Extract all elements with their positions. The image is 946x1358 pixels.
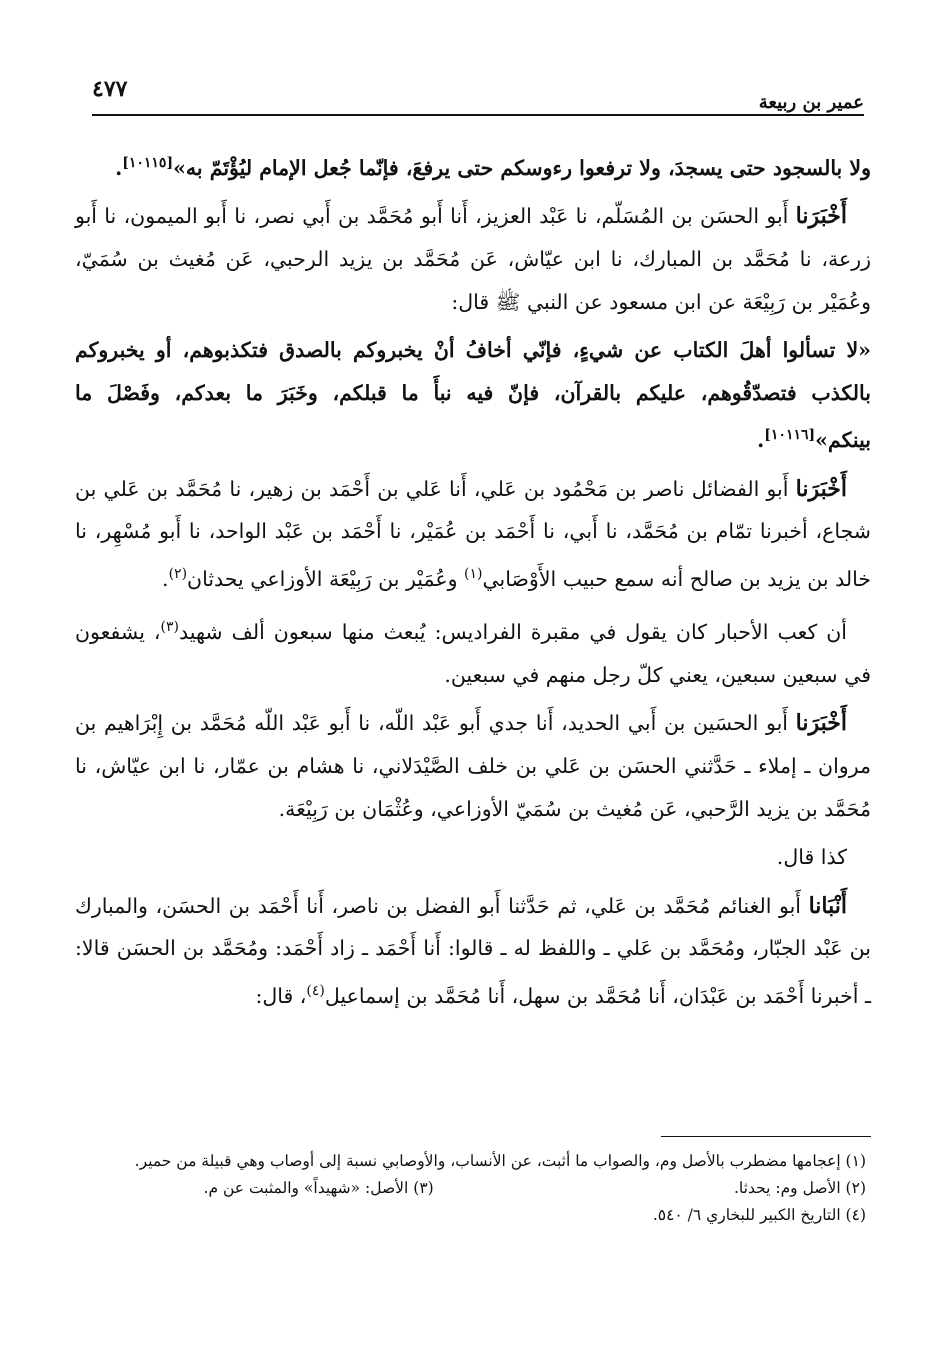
footnote-4: (٤) التاريخ الكبير للبخاري ٦/ ٥٤٠. xyxy=(652,1206,866,1224)
narration-keyword: أَخْبَرَنا xyxy=(795,203,847,230)
footnote-marker-3: (٣) xyxy=(160,619,180,636)
hadith-reference: [١٠١١٥] xyxy=(122,155,174,171)
narration-keyword: أَنْبَانا xyxy=(808,892,847,919)
paragraph-hadith-2: «لا تسألوا أهلَ الكتاب عن شيءٍ، فإنّي أخافُ أنْ يخبروكم بالصدق فتكذبوهم، أو يخبروكم بالكذب فتصدّقُوهم، عليكم بالقرآن، فإنّ فيه نبأَ ما قبلكم، وخَبَرَ ما بعدكم، وفَصْلَ ما بينكم»[١٠١١٦]. xyxy=(75,338,871,453)
footnote-1: (١) إعجامها مضطرب بالأصل وم، والصواب ما أثبت، عن الأنساب، والأوصابي نسبة إلى أوصاب وهي قبيلة من حمير. xyxy=(134,1152,866,1170)
paragraph-remark xyxy=(75,836,871,879)
page-header xyxy=(92,74,864,116)
isnad-text: أَبو الحسَين بن أَبي الحديد، أَنا جدي أَبو عَبْد اللّه، نا أَبو عَبْد اللّه مُحَمَّد بن إِبْرَاهيم بن مروان ـ إملاء ـ حَدَّثني الحسَن بن عَلي بن خلف الصَّيْدَلاني، نا هشام بن عمّار، نا ابن عيّاش، نا مُحَمَّد بن يزيد الرَّحبي، عَن مُغيث بن سُمَيّ الأوزاعي، وعُثْمَان بن رَبِيْعَة. xyxy=(75,711,871,821)
footnote-separator xyxy=(661,1136,871,1137)
isnad-text: أَبو الحسَن بن المُسَلّم، نا عَبْد العزيز، أَنا أَبو مُحَمَّد بن أَبي نصر، نا أَبو الميمون، نا أَبو زرعة، نا مُحَمَّد بن المبارك، نا ابن عيّاش، عَن مُحَمَّد بن يزيد الرحبي، عَن مُغيث بن سُمَيّ، وعُمَيْر بن رَبِيْعَة عن ابن مسعود عن النبي ﷺ قال: xyxy=(75,204,871,314)
narration-keyword: أَخْبَرَنا xyxy=(795,475,847,502)
hadith-text: ولا بالسجود حتى يسجدَ، ولا ترفعوا رءوسكم حتى يرفعَ، فإنّما جُعل الإمام ليُؤْتَمّ به» xyxy=(173,155,871,180)
isnad-text: أَبو الفضائل ناصر بن مَحْمُود بن عَلي، أَنا عَلي بن أَحْمَد بن زهير، نا مُحَمَّد بن عَلي بن شجاع، أخبرنا تمّام بن مُحَمَّد، نا أَبي، نا أَحْمَد بن عُمَيْر، نا أَحْمَد بن عَبْد الواحد، نا أَبو مُسْهِر، نا خالد بن يزيد بن صالح أنه سمع حبيب الأَوْصَابي xyxy=(75,476,871,591)
main-text xyxy=(75,142,871,1023)
footnotes xyxy=(80,1148,866,1229)
footnote-3: (٣) الأصل: «شهيداً» والمثبت عن م. xyxy=(203,1179,434,1197)
hadith-text: «لا تسألوا أهلَ الكتاب عن شيءٍ، فإنّي أخافُ أنْ يخبروكم بالصدق فتكذبوهم، أو يخبروكم بالكذب فتصدّقُوهم، عليكم بالقرآن، فإنّ فيه نبأَ ما قبلكم، وخَبَرَ ما بعدكم، وفَصْلَ ما بينكم» xyxy=(75,338,871,453)
isnad-text-end: ، قال: xyxy=(255,983,307,1008)
isnad-text: أَبو الغنائم مُحَمَّد بن عَلي، ثم حَدَّثنا أَبو الفضل بن ناصر، أَنا أَحْمَد بن الحسَن، والمبارك بن عَبْد الجبّار، ومُحَمَّد بن عَلي ـ واللفظ له ـ قالوا: أَنا أَحْمَد ـ زاد أَحْمَد: ومُحَمَّد بن الحسَن قالا: ـ أخبرنا أَحْمَد بن عَبْدَان، أَنا مُحَمَّد بن سهل، أَنا مُحَمَّد بن إسماعيل xyxy=(75,893,871,1008)
narration-keyword: أَخْبَرَنا xyxy=(795,710,847,737)
isnad-text-end: . xyxy=(162,566,169,591)
paragraph-hadith-1: ولا بالسجود حتى يسجدَ، ولا ترفعوا رءوسكم حتى يرفعَ، فإنّما جُعل الإمام ليُؤْتَمّ به»[١٠١١٥]. xyxy=(115,155,871,180)
paragraph-isnad-1 xyxy=(75,195,871,323)
report-text-cont: ، يشفعون في سبعين سبعين، يعني كلّ رجل منهم في سبعين. xyxy=(75,620,871,687)
footnote-marker-2: (٢) xyxy=(168,566,188,582)
hadith-reference: [١٠١١٦] xyxy=(764,427,816,444)
isnad-text-cont: وعُمَيْر بن رَبِيْعَة الأوزاعي يحدثان xyxy=(187,566,464,591)
paragraph-isnad-2 xyxy=(75,468,871,601)
page-number: ٤٧٧ xyxy=(92,76,128,102)
footnote-marker-4: (٤) xyxy=(306,983,325,999)
footnote-row xyxy=(80,1175,866,1202)
paragraph-isnad-4 xyxy=(75,885,871,1018)
footnote-2: (٢) الأصل وم: يحدثا. xyxy=(734,1179,866,1197)
paragraph-report xyxy=(75,606,871,696)
remark-text: كذا قال. xyxy=(776,845,847,870)
running-head: عمير بن ربيعة xyxy=(758,92,864,113)
report-text: أن كعب الأحبار كان يقول في مقبرة الفراديس: يُبعث منها سبعون ألف شهيد xyxy=(179,620,848,645)
paragraph-isnad-3 xyxy=(75,702,871,830)
footnote-marker-1: (١) xyxy=(464,566,483,582)
